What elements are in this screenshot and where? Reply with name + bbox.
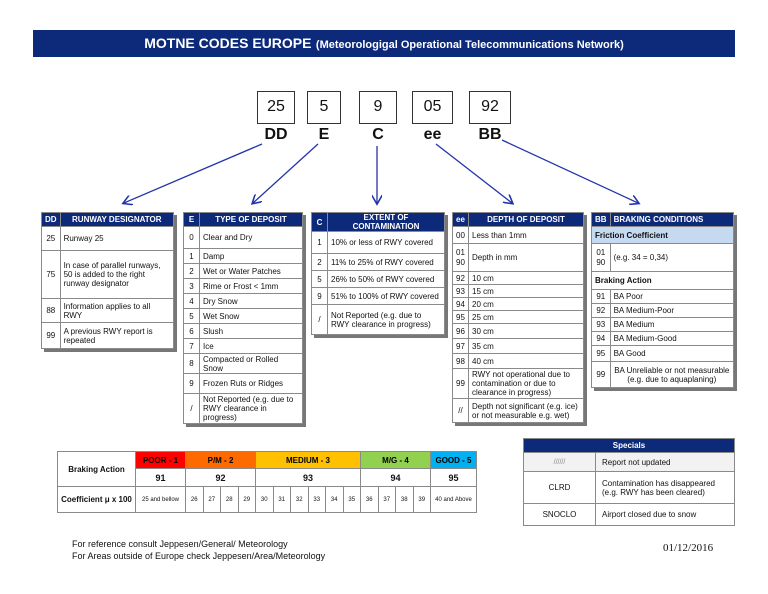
- table-row: ////// Report not updated: [524, 453, 735, 472]
- coef-cell: 28: [221, 487, 239, 513]
- depth-head-code: ee: [453, 213, 469, 227]
- table-row: 3 Rime or Frost < 1mm: [184, 279, 303, 294]
- braking-action-scale-table: [57, 451, 477, 513]
- coef-cell: 25 and bellow: [136, 487, 186, 513]
- runway-head-code: DD: [42, 213, 61, 227]
- coef-cell: 37: [378, 487, 396, 513]
- level-medium-good: M/G - 4: [361, 452, 431, 469]
- level-poor: POOR - 1: [136, 452, 186, 469]
- table-row: 8 Compacted or Rolled Snow: [184, 354, 303, 374]
- scale-braking-action-label: Braking Action: [58, 452, 136, 487]
- scale-code-95: 95: [431, 469, 477, 487]
- table-row: 1 Damp: [184, 249, 303, 264]
- coef-cell: 26: [186, 487, 204, 513]
- table-row: 99 RWY not operational due to contamination or due to clearance in progress): [453, 369, 584, 399]
- page-subtitle: (Meteorologigal Operational Telecommunications Network): [315, 39, 624, 51]
- specials-table: [523, 438, 735, 526]
- table-row: 91 BA Poor: [592, 290, 734, 304]
- table-row: 92 BA Medium-Poor: [592, 304, 734, 318]
- contamination-head-title: EXTENT OF CONTAMINATION: [328, 213, 445, 232]
- table-row: 75 In case of parallel runways, 50 is added to the right runway designator: [42, 251, 174, 299]
- code-label-c: C: [372, 126, 384, 143]
- table-row: 0 Clear and Dry: [184, 227, 303, 249]
- table-row: 2 11% to 25% of RWY covered: [312, 254, 445, 271]
- arrow-dd: [124, 144, 262, 203]
- table-row: 96 30 cm: [453, 324, 584, 339]
- coef-cell: 33: [308, 487, 326, 513]
- friction-coefficient-heading: Friction Coefficient: [592, 227, 734, 244]
- table-row: CLRD Contamination has disappeared (e.g. RWY has been cleared): [524, 472, 735, 504]
- extent-of-contamination-table: [311, 212, 445, 335]
- coef-cell: 27: [203, 487, 221, 513]
- deposit-head-title: TYPE OF DEPOSIT: [200, 213, 303, 227]
- table-row: 6 Slush: [184, 324, 303, 339]
- level-good: GOOD - 5: [431, 452, 477, 469]
- arrow-ee: [436, 144, 512, 203]
- table-row: 4 Dry Snow: [184, 294, 303, 309]
- table-row: 97 35 cm: [453, 339, 584, 354]
- table-row: 9 51% to 100% of RWY covered: [312, 288, 445, 305]
- arrow-e: [253, 144, 318, 203]
- table-row: / Not Reported (e.g. due to RWY clearance in progress): [312, 305, 445, 335]
- code-label-bb: BB: [478, 126, 502, 143]
- coef-cell: 32: [291, 487, 309, 513]
- specials-title: Specials: [524, 439, 735, 453]
- table-row: SNOCLO Airport closed due to snow: [524, 504, 735, 526]
- braking-conditions-table: [591, 212, 734, 388]
- coef-cell: 29: [238, 487, 256, 513]
- table-row: 93 15 cm: [453, 285, 584, 298]
- table-row: 93 BA Medium: [592, 318, 734, 332]
- table-row: 01 90 (e.g. 34 = 0,34): [592, 244, 734, 272]
- coef-cell: 36: [361, 487, 379, 513]
- depth-of-deposit-table: [452, 212, 584, 423]
- deposit-head-code: E: [184, 213, 200, 227]
- footnote-areas: For Areas outside of Europe check Jeppesen/Area/Meteorology: [72, 551, 326, 561]
- coef-cell: 38: [396, 487, 414, 513]
- code-label-e: E: [318, 126, 330, 143]
- table-row: / Not Reported (e.g. due to RWY clearance in progress): [184, 394, 303, 424]
- table-row: 00 Less than 1mm: [453, 227, 584, 244]
- table-row: 9 Frozen Ruts or Ridges: [184, 374, 303, 394]
- table-row: 95 BA Good: [592, 346, 734, 362]
- table-row: 88 Information applies to all RWY: [42, 299, 174, 323]
- coef-cell: 40 and Above: [431, 487, 477, 513]
- table-row: 5 Wet Snow: [184, 309, 303, 324]
- code-box-e: 5: [307, 91, 341, 124]
- runway-head-title: RUNWAY DESIGNATOR: [60, 213, 173, 227]
- table-row: 25 Runway 25: [42, 227, 174, 251]
- depth-head-title: DEPTH OF DEPOSIT: [469, 213, 584, 227]
- table-row: // Depth not significant (e.g. ice) or not measurable e.g. wet): [453, 399, 584, 423]
- code-box-dd: 25: [257, 91, 295, 124]
- code-box-bb: 92: [469, 91, 511, 124]
- coef-cell: 35: [343, 487, 361, 513]
- runway-designator-table: [41, 212, 174, 349]
- contamination-head-code: C: [312, 213, 328, 232]
- level-medium: MEDIUM - 3: [256, 452, 361, 469]
- scale-code-92: 92: [186, 469, 256, 487]
- braking-action-heading: Braking Action: [592, 272, 734, 290]
- table-row: 98 40 cm: [453, 354, 584, 369]
- level-poor-medium: P/M - 2: [186, 452, 256, 469]
- table-row: 01 90 Depth in mm: [453, 244, 584, 272]
- table-row: 92 10 cm: [453, 272, 584, 285]
- arrow-bb: [502, 140, 638, 203]
- table-row: 94 BA Medium-Good: [592, 332, 734, 346]
- scale-coefficient-label: Coefficient μ x 100: [58, 487, 136, 513]
- table-row: 99 BA Unreliable or not measurable (e.g. due to aquaplaning): [592, 362, 734, 388]
- code-label-dd: DD: [264, 126, 288, 143]
- scale-code-93: 93: [256, 469, 361, 487]
- code-box-c: 9: [359, 91, 397, 124]
- coef-cell: 31: [273, 487, 291, 513]
- code-box-ee: 05: [412, 91, 453, 124]
- table-row: 5 26% to 50% of RWY covered: [312, 271, 445, 288]
- braking-head-code: BB: [592, 213, 611, 227]
- coef-cell: 30: [256, 487, 274, 513]
- table-row: 94 20 cm: [453, 298, 584, 311]
- table-row: 1 10% or less of RWY covered: [312, 232, 445, 254]
- table-row: 95 25 cm: [453, 311, 584, 324]
- table-row: 7 Ice: [184, 339, 303, 354]
- page-title: MOTNE CODES EUROPE: [144, 35, 312, 51]
- table-row: 99 A previous RWY report is repeated: [42, 323, 174, 349]
- scale-code-91: 91: [136, 469, 186, 487]
- coef-cell: 34: [326, 487, 344, 513]
- footnote-reference: For reference consult Jeppesen/General/ Meteorology: [72, 539, 288, 549]
- braking-head-title: BRAKING CONDITIONS: [610, 213, 733, 227]
- coef-cell: 39: [413, 487, 431, 513]
- scale-code-94: 94: [361, 469, 431, 487]
- document-date: 01/12/2016: [663, 542, 714, 554]
- table-row: 2 Wet or Water Patches: [184, 264, 303, 279]
- code-label-ee: ee: [423, 126, 442, 143]
- type-of-deposit-table: [183, 212, 303, 424]
